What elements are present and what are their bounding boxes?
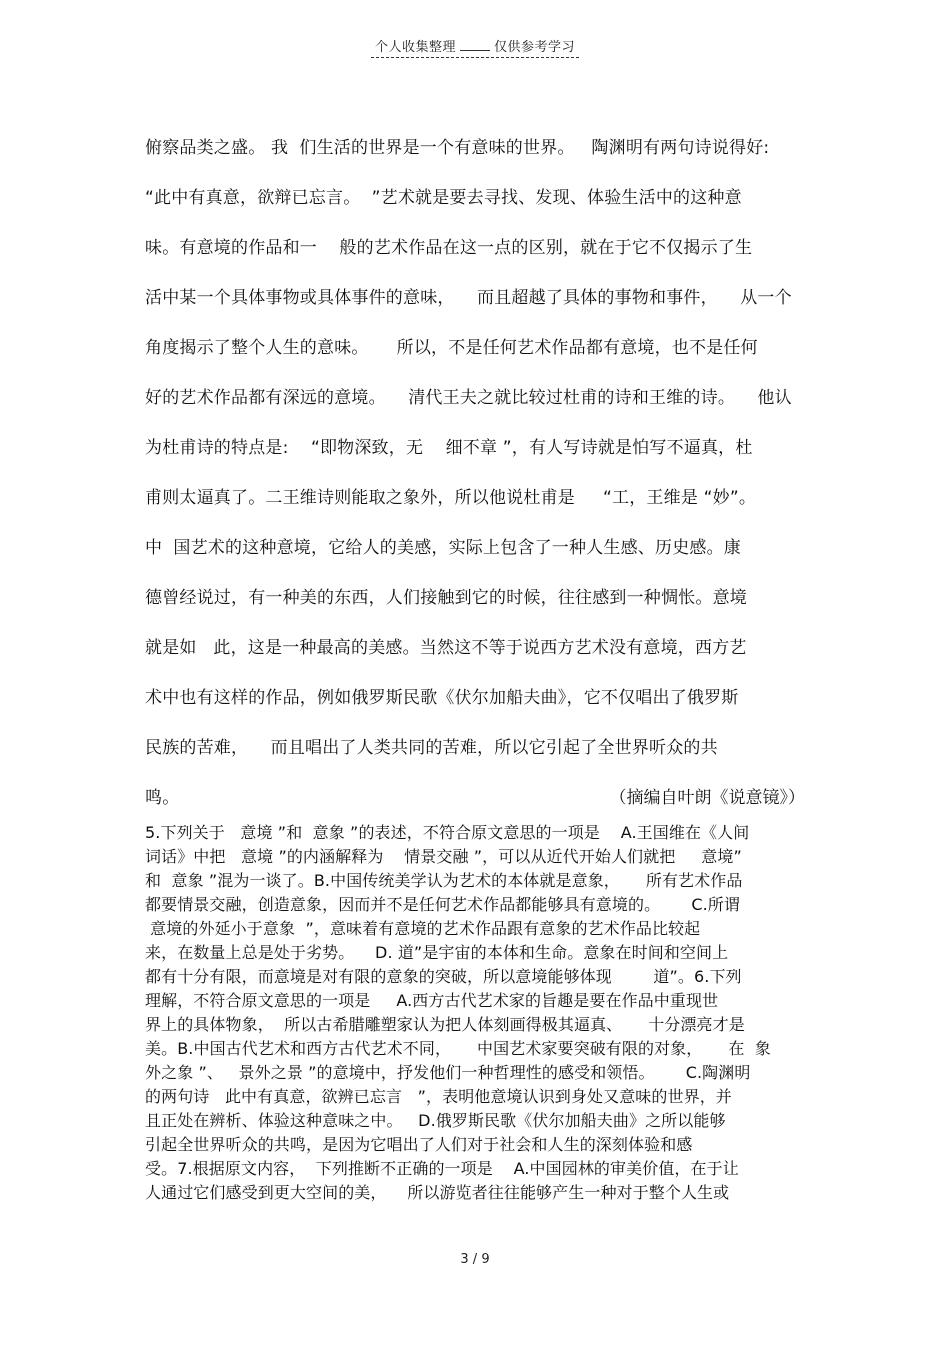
passage-line: 为杜甫诗的特点是: “即物深致，无 细不章 ”，有人写诗就是怕写不逼真，杜 — [145, 438, 753, 458]
passage-line: 俯察品类之盛。 我 们生活的世界是一个有意味的世界。 陶渊明有两句诗说得好: — [145, 138, 770, 158]
question-line: 界上的具体物象， 所以古希腊雕塑家认为把人体刻画得极其逼真、 十分漂亮才是 — [145, 1015, 745, 1034]
passage-line: 味。有意境的作品和一 般的艺术作品在这一点的区别，就在于它不仅揭示了生 — [145, 238, 753, 258]
question-line: 5.下列关于 意境 ”和 意象 ”的表述，不符合原文意思的一项是 A.王国维在《人间 — [145, 823, 750, 842]
question-line: 且正处在辨析、体验这种意味之中。 D.俄罗斯民歌《伏尔加船夫曲》之所以能够 — [145, 1111, 726, 1130]
passage-line: “此中有真意，欲辩已忘言。 ”艺术就是要去寻找、发现、体验生活中的这种意 — [145, 188, 742, 208]
question-line: 人通过它们感受到更大空间的美， 所以游览者往往能够产生一种对于整个人生或 — [145, 1183, 730, 1202]
passage-line: 角度揭示了整个人生的意味。 所以，不是任何艺术作品都有意境，也不是任何 — [145, 338, 758, 358]
header-divider — [460, 50, 490, 51]
header-text — [371, 36, 579, 58]
page-header — [0, 36, 950, 58]
question-line: 理解，不符合原文意思的一项是 A.西方古代艺术家的旨趣是要在作品中重现世 — [145, 991, 719, 1010]
question-line: 外之象 ”、 景外之景 ”的意境中，抒发他们一种哲理性的感受和领悟。 C.陶渊明 — [145, 1063, 751, 1082]
passage-line: 活中某一个具体事物或具体事件的意味， 而且超越了具体的事物和事件， 从一个 — [145, 288, 792, 308]
header-left: 个人收集整理 — [374, 40, 456, 55]
question-line: 的两句诗 此中有真意，欲辨已忘言 ”，表明他意境认识到身处又意味的世界，并 — [145, 1087, 732, 1106]
passage-line: 鸣。 — [145, 788, 180, 808]
question-line: 和 意象 ”混为一谈了。B.中国传统美学认为艺术的本体就是意象， 所有艺术作品 — [145, 871, 743, 890]
question-line: 受。7.根据原文内容， 下列推断不正确的一项是 A.中国园林的审美价值，在于让 — [145, 1159, 739, 1178]
question-line: 都有十分有限，而意境是对有限的意象的突破，所以意境能够体现 道”。6.下列 — [145, 967, 742, 986]
passage-line: 就是如 此，这是一种最高的美感。当然这不等于说西方艺术没有意境，西方艺 — [145, 638, 747, 658]
page-number: 3 / 9 — [460, 1252, 490, 1267]
passage-source: （摘编自叶朗《说意镜》） — [609, 788, 805, 808]
passage-line: 民族的苦难， 而且唱出了人类共同的苦难，所以它引起了全世界听众的共 — [145, 738, 718, 758]
question-line: 都要情景交融，创造意象，因而并不是任何艺术作品都能够具有意境的。 C.所谓 — [145, 895, 740, 914]
question-line: 词话》中把 意境 ”的内涵解释为 情景交融 ”，可以从近代开始人们就把 意境” — [145, 847, 742, 866]
passage-line: 好的艺术作品都有深远的意境。 清代王夫之就比较过杜甫的诗和王维的诗。 他认 — [145, 388, 792, 408]
passage-line: 德曾经说过，有一种美的东西，人们接触到它的时候，往往感到一种惆怅。意境 — [145, 588, 747, 608]
question-line: 来，在数量上总是处于劣势。 D. 道”是宇宙的本体和生命。意象在时间和空间上 — [145, 943, 729, 962]
passage-line: 甫则太逼真了。二王维诗则能取之象外，所以他说杜甫是 “工，王维是 “妙”。 — [145, 488, 757, 508]
question-line: 引起全世界听众的共鸣，是因为它唱出了人们对于社会和人生的深刻体验和感 — [145, 1135, 693, 1154]
passage-line: 中 国艺术的这种意境，它给人的美感，实际上包含了一种人生感、历史感。康 — [145, 538, 742, 558]
passage-line: 术中也有这样的作品，例如俄罗斯民歌《伏尔加船夫曲》，它不仅唱出了俄罗斯 — [145, 688, 739, 708]
question-line: 意境的外延小于意象 ”，意味着有意境的艺术作品跟有意象的艺术作品比较起 — [145, 919, 701, 938]
question-line: 美。B.中国古代艺术和西方古代艺术不同， 中国艺术家要突破有限的对象， 在 象 — [145, 1039, 771, 1058]
header-right: 仅供参考学习 — [494, 40, 576, 55]
